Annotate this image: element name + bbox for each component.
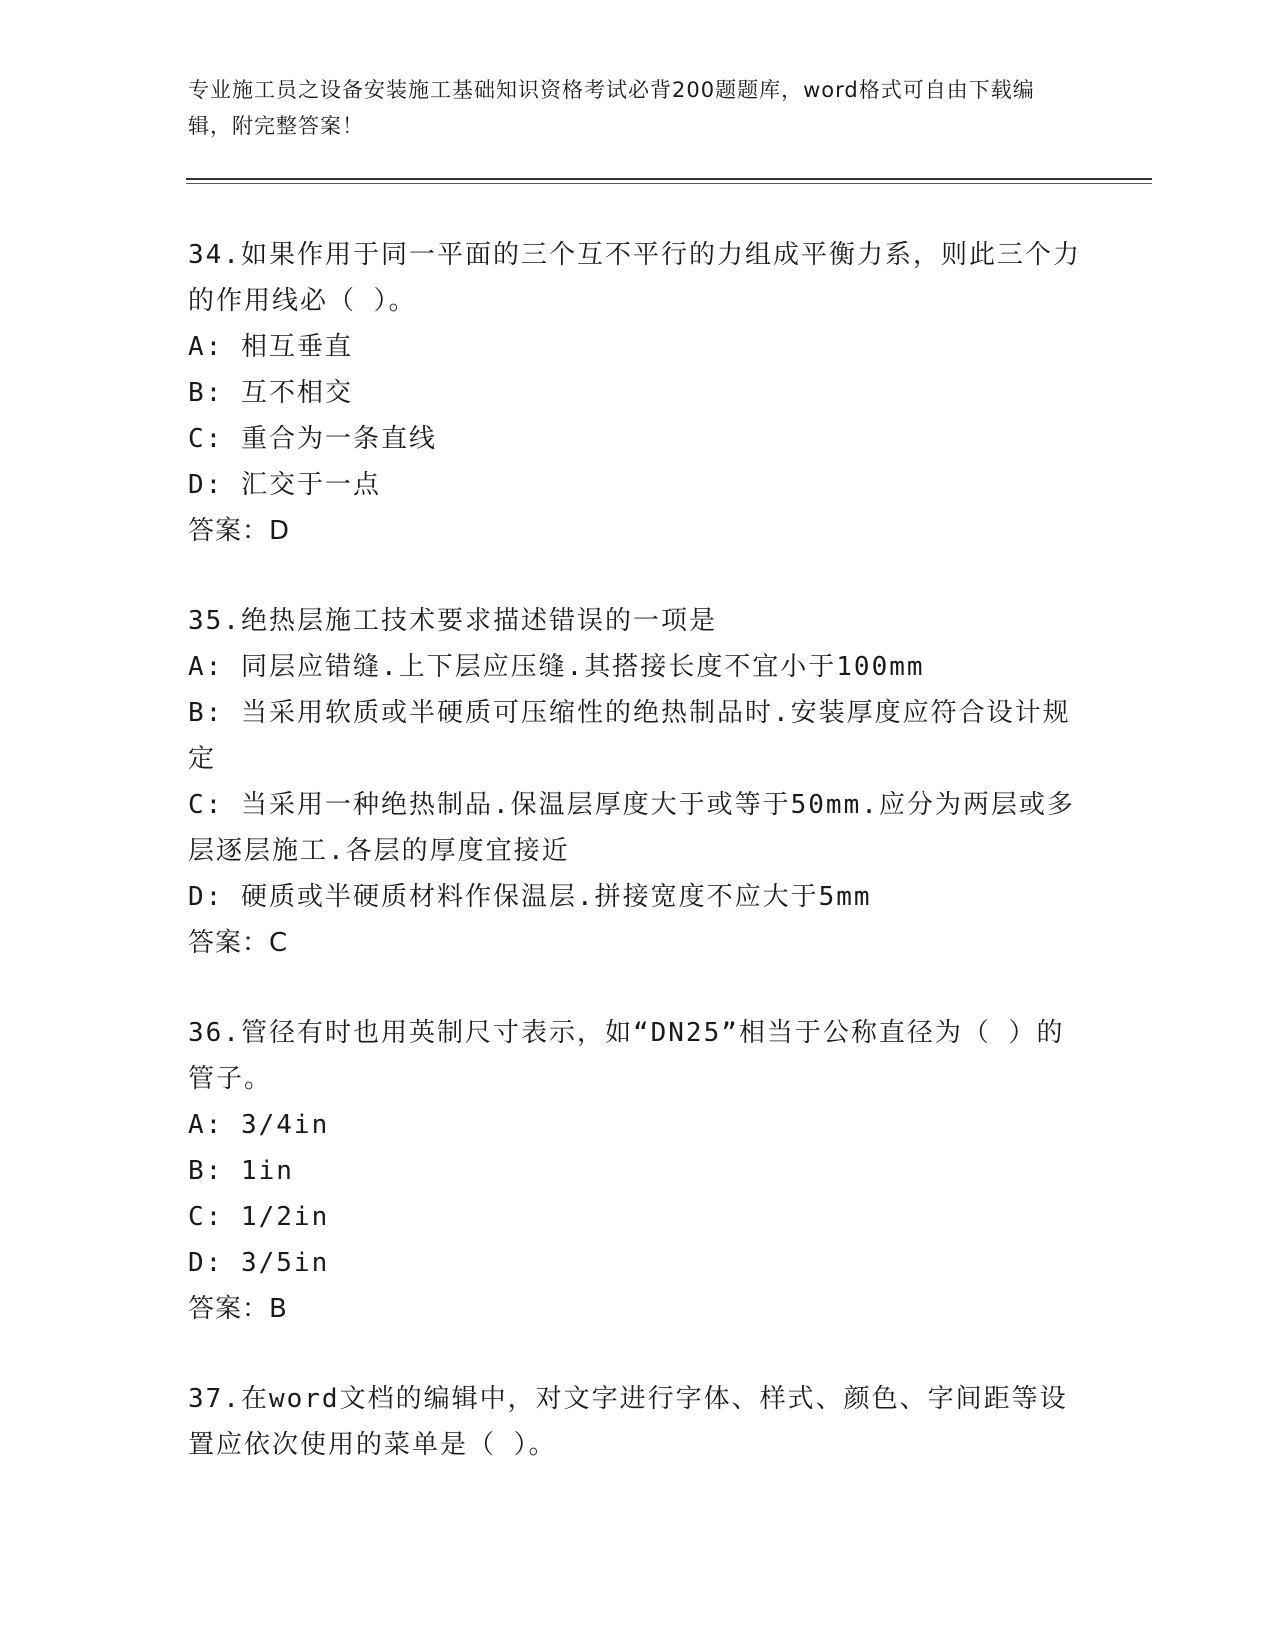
answer-line: 答案：C [188, 928, 289, 958]
question-35 [188, 598, 1088, 966]
option-b: B: 当采用软质或半硬质可压缩性的绝热制品时.安装厚度应符合设计规定 [188, 698, 1071, 774]
header-divider-thin [186, 183, 1152, 184]
option-a: A: 同层应错缝.上下层应压缝.其搭接长度不宜小于100mm [188, 652, 925, 682]
question-stem: 37.在word文档的编辑中，对文字进行字体、样式、颜色、字间距等设置应依次使用的菜单是（ ）。 [188, 1384, 1068, 1460]
answer-line: 答案：D [188, 516, 291, 546]
question-list [188, 232, 1088, 1512]
option-a: A: 3/4in [188, 1110, 330, 1140]
question-37 [188, 1376, 1088, 1468]
option-a: A: 相互垂直 [188, 332, 353, 362]
option-d: D: 汇交于一点 [188, 470, 381, 500]
answer-line: 答案：B [188, 1294, 288, 1324]
question-34 [188, 232, 1088, 554]
question-stem: 34.如果作用于同一平面的三个互不平行的力组成平衡力系，则此三个力的作用线必（ ）。 [188, 240, 1081, 316]
option-d: D: 硬质或半硬质材料作保温层.拼接宽度不应大于5mm [188, 882, 872, 912]
option-c: C: 1/2in [188, 1202, 330, 1232]
question-stem: 35.绝热层施工技术要求描述错误的一项是 [188, 606, 717, 636]
option-b: B: 互不相交 [188, 378, 353, 408]
document-header: 专业施工员之设备安装施工基础知识资格考试必背200题题库，word格式可自由下载编辑，附完整答案！ [188, 78, 1035, 138]
question-36 [188, 1010, 1088, 1332]
question-stem: 36.管径有时也用英制尺寸表示，如“DN25”相当于公称直径为（ ）的管子。 [188, 1018, 1065, 1094]
option-c: C: 重合为一条直线 [188, 424, 437, 454]
option-d: D: 3/5in [188, 1248, 330, 1278]
option-c: C: 当采用一种绝热制品.保温层厚度大于或等于50mm.应分为两层或多层逐层施工.各层的厚度宜接近 [188, 790, 1075, 866]
option-b: B: 1in [188, 1156, 294, 1186]
header-divider-thick [186, 178, 1152, 180]
